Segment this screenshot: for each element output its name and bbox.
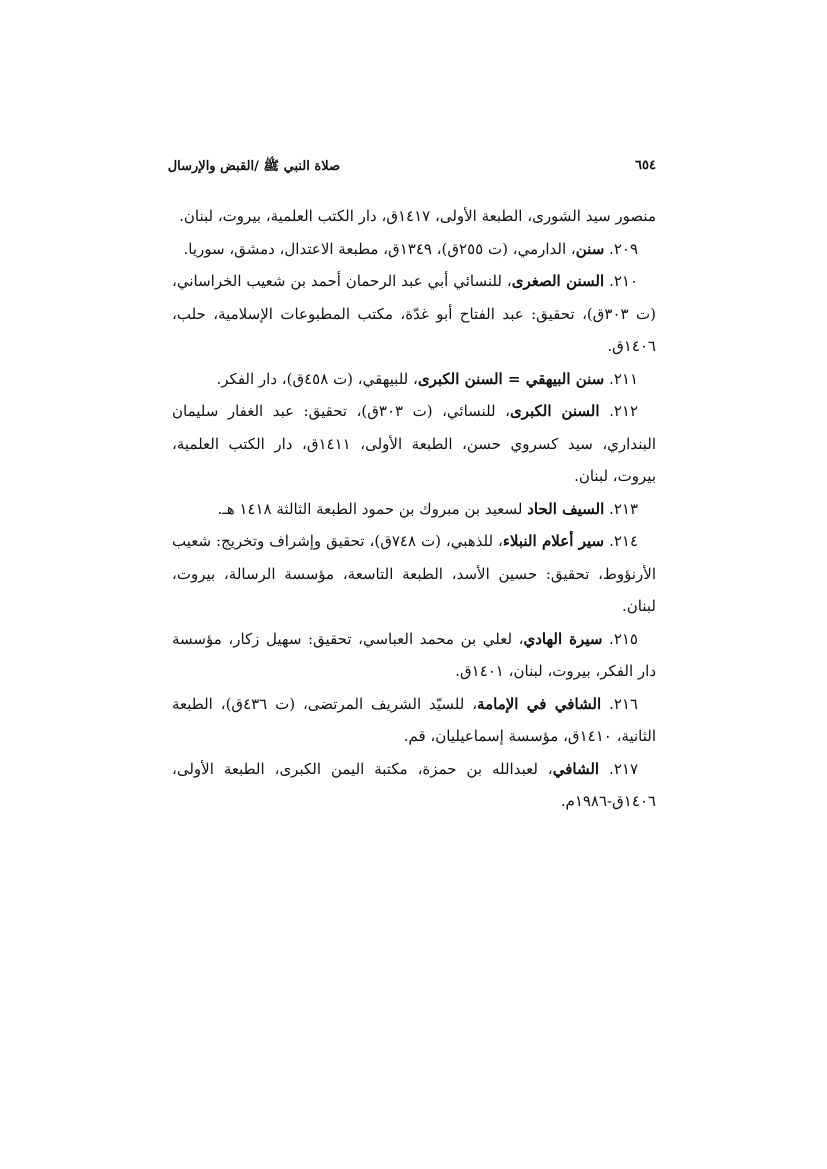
header-title: صلاة النبي ﷺ /القبض والإرسال bbox=[167, 159, 340, 174]
bibliography-entry bbox=[172, 233, 656, 266]
bibliography-body bbox=[172, 200, 656, 818]
entry-text: ، للذهبي، (ت ٧٤٨ق)، تحقيق وإشراف وتخريج: شعيب الأرنؤوط، تحقيق: حسين الأسد، الطبعة التاسعة، مؤسسة الرسالة، بيروت، لبنان. bbox=[172, 532, 656, 615]
bibliography-entry bbox=[172, 395, 656, 493]
entry-text: ، للسيّد الشريف المرتضى، (ت ٤٣٦ق)، الطبعة الثانية، ١٤١٠ق، مؤسسة إسماعيليان، قم. bbox=[172, 694, 656, 745]
entry-title: سير أعلام النبلاء bbox=[502, 532, 605, 550]
bibliography-entry bbox=[172, 265, 656, 363]
page-number: ٦٥٤ bbox=[635, 158, 656, 173]
entry-title: سنن bbox=[575, 239, 605, 258]
entry-number: ٢١٦. bbox=[609, 694, 638, 713]
entry-title: الشافي bbox=[552, 759, 600, 778]
page bbox=[167, 148, 656, 968]
bibliography-entry bbox=[172, 753, 656, 818]
entry-number: ٢٠٩. bbox=[609, 239, 638, 258]
entry-title: السنن الصغرى bbox=[511, 272, 605, 290]
bibliography-entry bbox=[172, 200, 656, 233]
entry-title: السنن الكبرى bbox=[509, 402, 600, 420]
entry-title: السيف الحاد bbox=[527, 499, 605, 518]
entry-text: ، لعلي بن محمد العباسي، تحقيق: سهيل زكار، مؤسسة دار الفكر، بيروت، لبنان، ١٤٠١ق. bbox=[172, 629, 656, 680]
entry-title: الشافي في الإمامة bbox=[477, 694, 602, 713]
entry-number: ٢١٤. bbox=[609, 532, 639, 550]
bibliography-entry bbox=[172, 623, 656, 688]
entry-number: ٢١٣. bbox=[609, 499, 638, 518]
bibliography-entry bbox=[172, 363, 656, 396]
entry-number: ٢١٢. bbox=[609, 402, 639, 420]
entry-text: ، للنسائي أبي عبد الرحمان أحمد بن شعيب الخراساني، (ت ٣٠٣ق)، تحقيق: عبد الفتاح أبو غدّة، مكتب المطبوعات الإسلامية، حلب، ١٤٠٦ق. bbox=[172, 272, 656, 355]
entry-text: ، الدارمي، (ت ٢٥٥ق)، ١٣٤٩ق، مطبعة الاعتدال، دمشق، سوريا. bbox=[183, 239, 576, 258]
entry-title: سيرة الهادي bbox=[523, 629, 603, 648]
entry-text: ، لعبدالله بن حمزة، مكتبة اليمن الكبرى، الطبعة الأولى، ١٤٠٦ق-١٩٨٦م. bbox=[172, 759, 656, 810]
entry-number: ٢١٠. bbox=[609, 272, 639, 290]
entry-text: منصور سيد الشورى، الطبعة الأولى، ١٤١٧ق، دار الكتب العلمية، بيروت، لبنان. bbox=[179, 207, 656, 225]
entry-text: ، للنسائي، (ت ٣٠٣ق)، تحقيق: عبد الغفار سليمان البنداري، سيد كسروي حسن، الطبعة الأولى، ١٤١١ق، دار الكتب العلمية، بيروت، لبنان. bbox=[172, 402, 656, 485]
entry-number: ٢١١. bbox=[609, 369, 638, 388]
entry-number: ٢١٥. bbox=[609, 629, 638, 648]
entry-text: ، للبيهقي، (ت ٤٥٨ق)، دار الفكر. bbox=[216, 369, 418, 388]
bibliography-entry bbox=[172, 525, 656, 623]
entry-number: ٢١٧. bbox=[609, 759, 638, 778]
running-header bbox=[167, 158, 656, 180]
entry-text: لسعيد بن مبروك بن حمود الطبعة الثالثة ١٤١٨ هـ. bbox=[217, 499, 528, 518]
entry-title: سنن البيهقي = السنن الكبرى bbox=[417, 369, 605, 388]
bibliography-entry bbox=[172, 493, 656, 526]
bibliography-entry bbox=[172, 688, 656, 753]
